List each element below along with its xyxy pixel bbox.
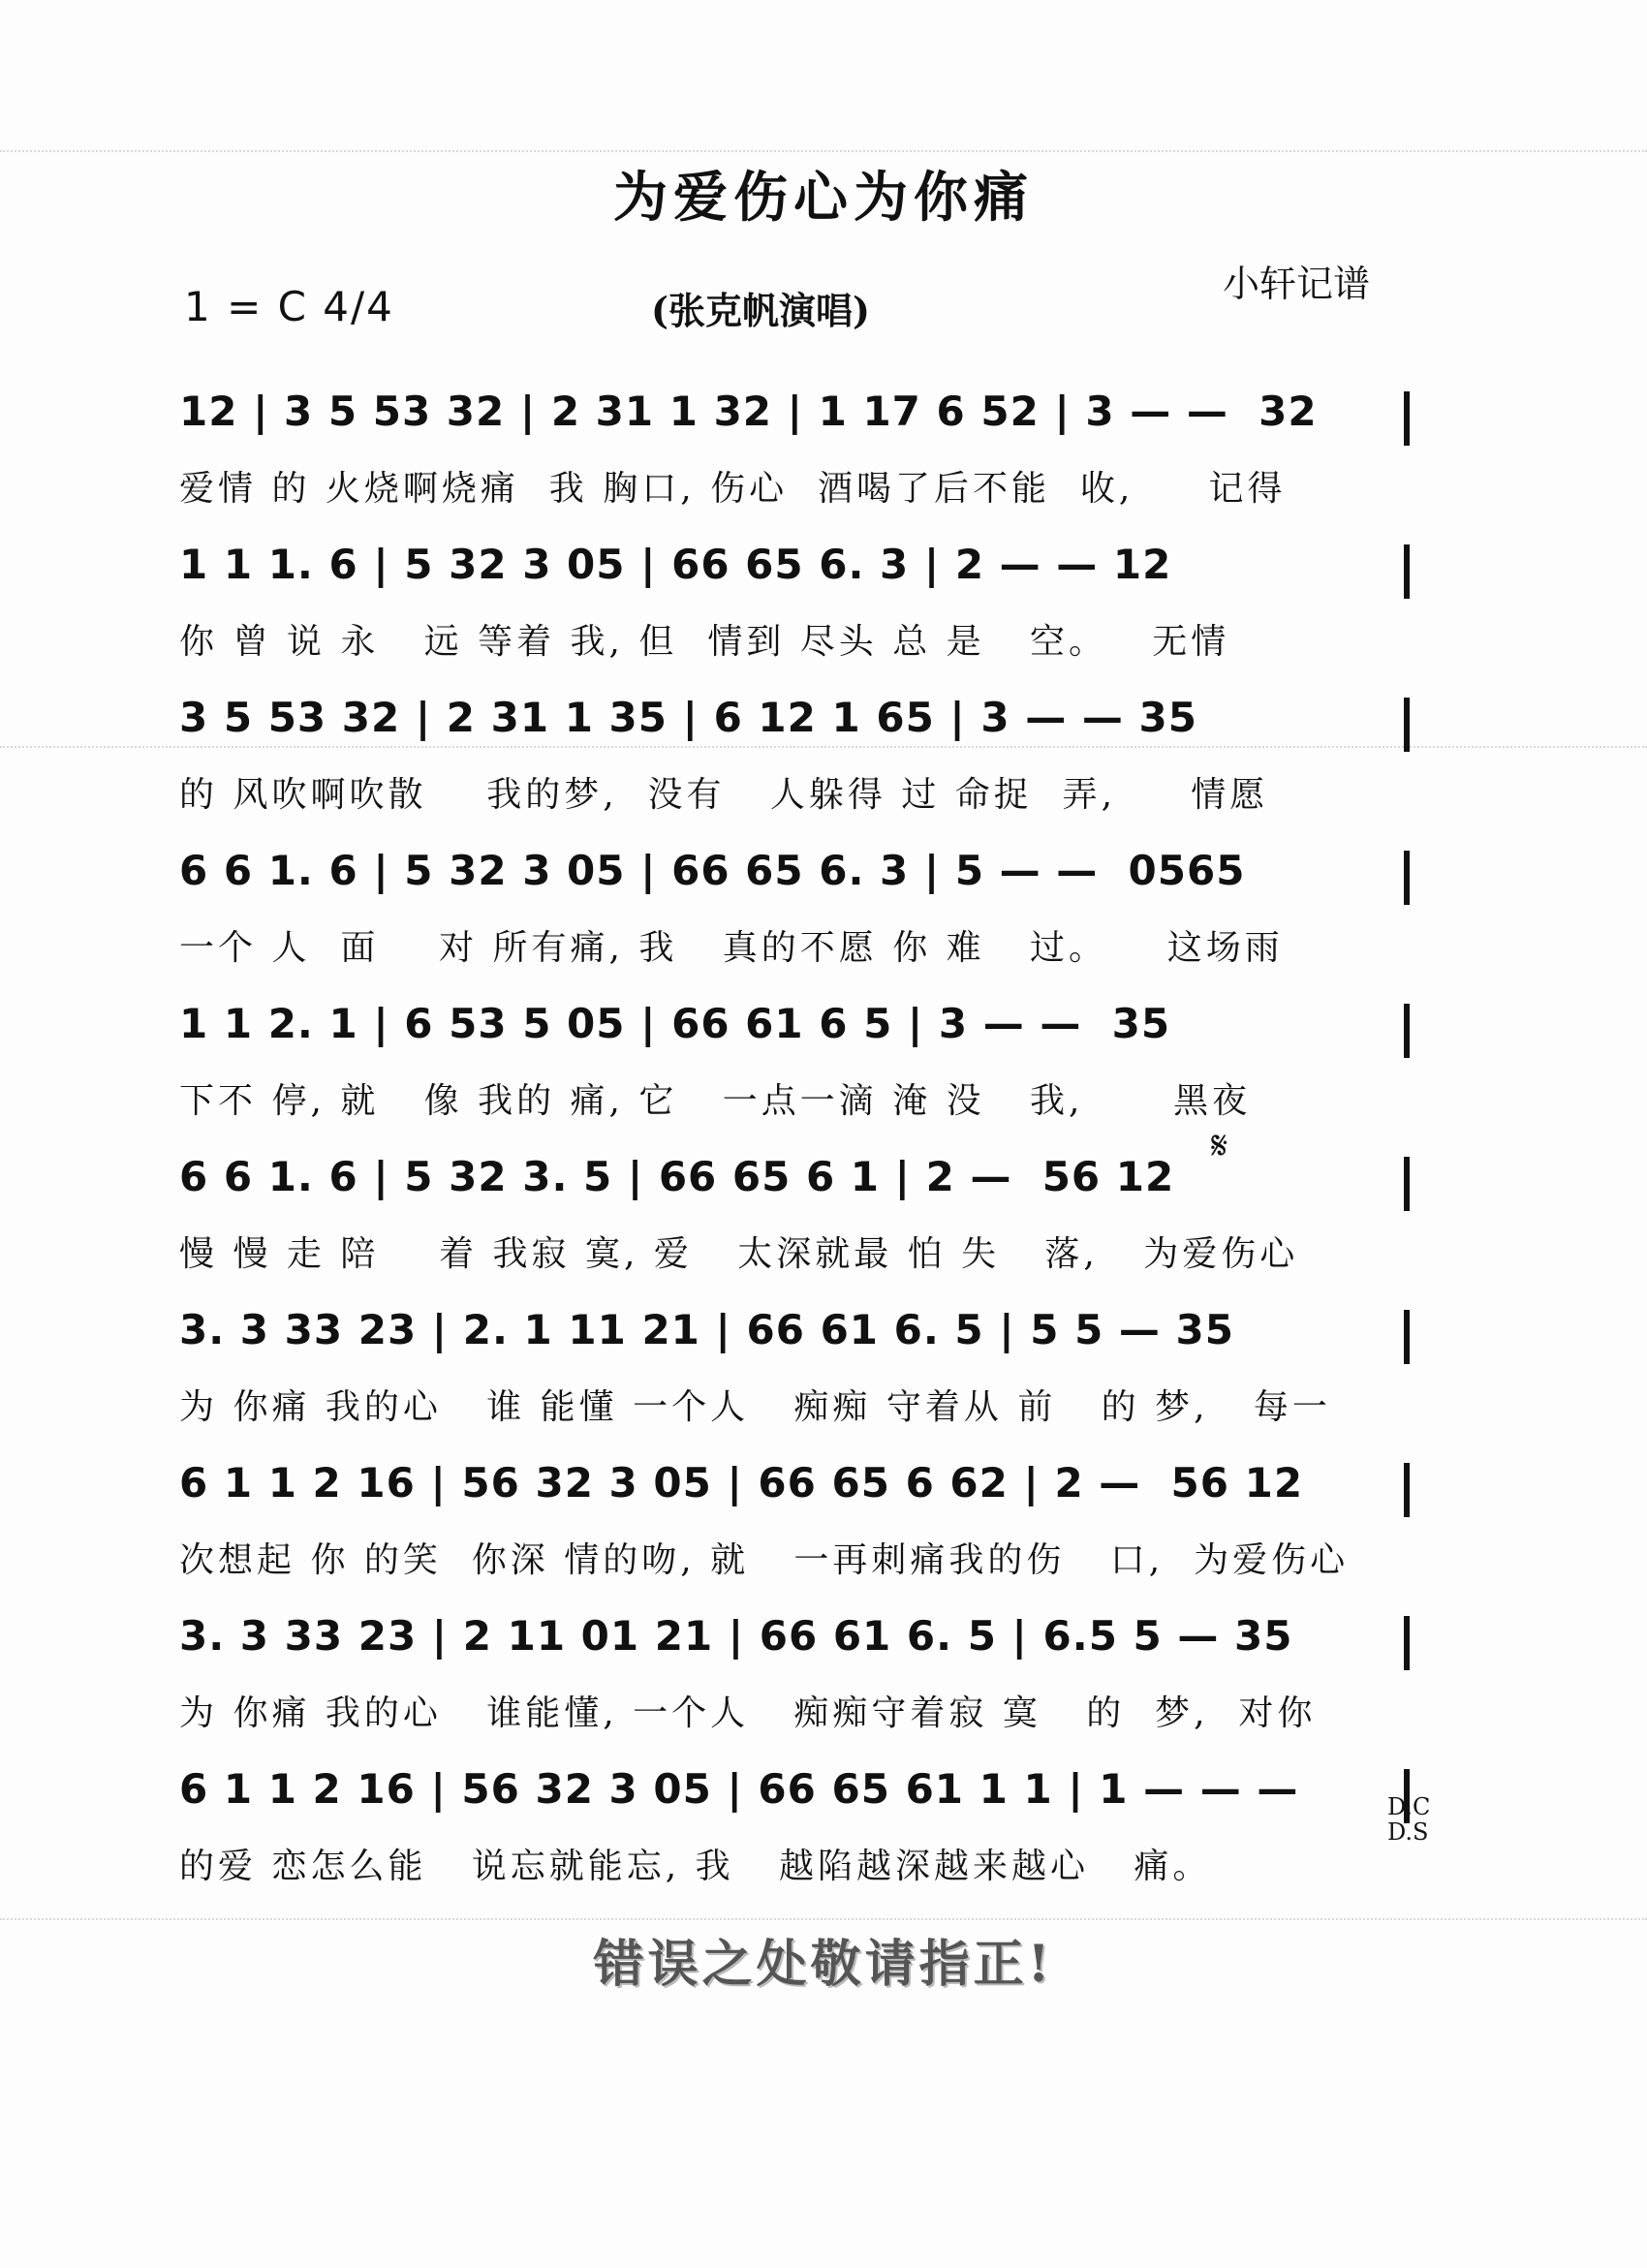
key-signature: 1 = C 4/4: [184, 283, 394, 330]
notation-line: 6 6 1. 6 | 5 32 3 05 | 66 65 6. 3 | 5 — — 0565: [179, 847, 1246, 894]
lyrics-line: 你 曾 说 永 远 等着 我, 但 情到 尽头 总 是 空。 无情: [179, 622, 1230, 662]
notation-line: 6 1 1 2 16 | 56 32 3 05 | 66 65 6 62 | 2 — 56 12: [179, 1459, 1304, 1507]
singer-credit: (张克帆演唱): [651, 289, 870, 332]
score-system: [179, 1306, 1410, 1451]
lyrics-line: 的 风吹啊吹散 我的梦, 没有 人躲得 过 命捉 弄, 情愿: [179, 775, 1269, 815]
transcriber-credit: 小轩记谱: [1223, 263, 1371, 305]
lyrics-line: 慢 慢 走 陪 着 我寂 寞, 爱 太深就最 怕 失 落, 为爱伤心: [179, 1234, 1299, 1274]
ds-mark: D.S: [1387, 1818, 1429, 1846]
notation-line: 12 | 3 5 53 32 | 2 31 1 32 | 1 17 6 52 | 3 — — 32: [179, 388, 1318, 435]
notation-line: 6 6 1. 6 | 5 32 3. 5 | 66 65 6 1 | 2 — 56 12: [179, 1153, 1175, 1200]
barline: [1404, 851, 1410, 905]
notation-line: 6 1 1 2 16 | 56 32 3 05 | 66 65 61 1 1 | 1 — — —: [179, 1765, 1299, 1813]
barline: [1404, 698, 1410, 752]
song-title: 为爱伤心为你痛: [613, 166, 1034, 230]
score-system: [179, 694, 1410, 839]
notation-line: 3. 3 33 23 | 2. 1 11 21 | 66 61 6. 5 | 5 5 — 35: [179, 1306, 1235, 1353]
lyrics-line: 次想起 你 的笑 你深 情的吻, 就 一再刺痛我的伤 口, 为爱伤心: [179, 1540, 1350, 1580]
notation-line: 1 1 2. 1 | 6 53 5 05 | 66 61 6 5 | 3 — — 35: [179, 1000, 1171, 1047]
score-system: [179, 388, 1410, 533]
lyrics-line: 下不 停, 就 像 我的 痛, 它 一点一滴 淹 没 我, 黑夜: [179, 1081, 1252, 1121]
score-system: [179, 1765, 1410, 1911]
barline: [1404, 1310, 1410, 1364]
barline: [1404, 1004, 1410, 1058]
segno-icon: 𝄋: [1211, 1124, 1228, 1168]
notation-line: 3 5 53 32 | 2 31 1 35 | 6 12 1 65 | 3 — — 35: [179, 694, 1197, 741]
barline: [1404, 1616, 1410, 1670]
lyrics-line: 的爱 恋怎么能 说忘就能忘, 我 越陷越深越来越心 痛。: [179, 1847, 1212, 1886]
footer-note: 错误之处敬请指正!: [593, 1935, 1054, 1994]
barline: [1404, 1157, 1410, 1211]
score-system: [179, 847, 1410, 992]
ending-marks: [1387, 1794, 1430, 1845]
dc-mark: D.C: [1387, 1793, 1431, 1820]
notation-line: 1 1 1. 6 | 5 32 3 05 | 66 65 6. 3 | 2 — — 12: [179, 541, 1172, 588]
score-system: [179, 1612, 1410, 1757]
lyrics-line: 一个 人 面 对 所有痛, 我 真的不愿 你 难 过。 这场雨: [179, 928, 1284, 968]
lyrics-line: 为 你痛 我的心 谁 能懂 一个人 痴痴 守着从 前 的 梦, 每一: [179, 1387, 1331, 1427]
notation-line: 3. 3 33 23 | 2 11 01 21 | 66 61 6. 5 | 6.5 5 — 35: [179, 1612, 1293, 1660]
scan-line: [0, 1918, 1647, 1920]
barline: [1404, 391, 1410, 446]
score-system: [179, 541, 1410, 686]
lyrics-line: 爱情 的 火烧啊烧痛 我 胸口, 伤心 酒喝了后不能 收, 记得: [179, 469, 1287, 509]
score-system: [179, 1153, 1410, 1298]
score-system: [179, 1459, 1410, 1604]
barline: [1404, 1463, 1410, 1517]
scan-line: [0, 150, 1647, 152]
lyrics-line: 为 你痛 我的心 谁能懂, 一个人 痴痴守着寂 寞 的 梦, 对你: [179, 1693, 1317, 1733]
barline: [1404, 544, 1410, 599]
